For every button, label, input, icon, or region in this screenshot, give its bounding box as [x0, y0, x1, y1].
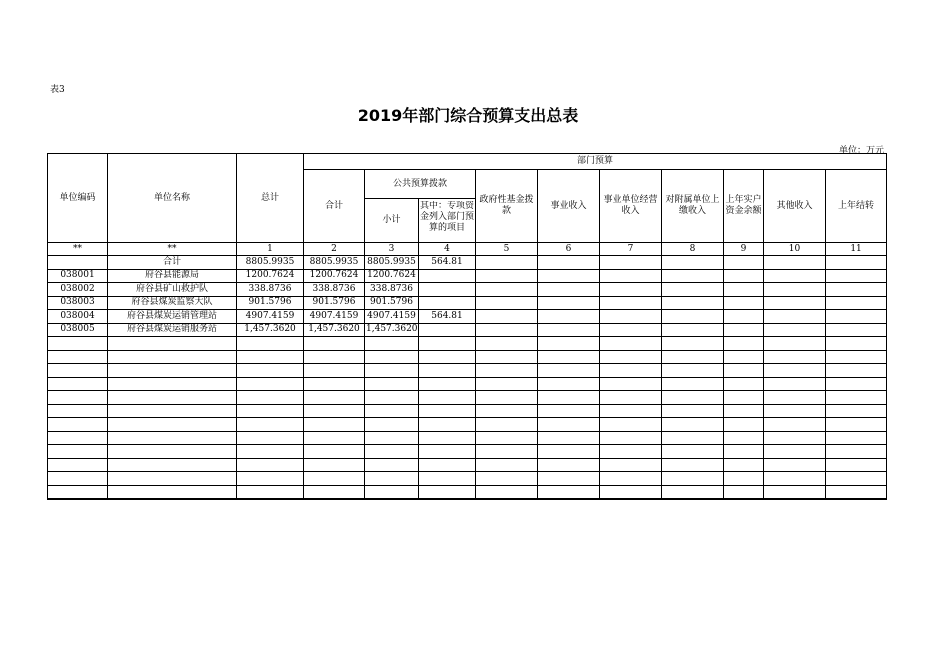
index-cell: ** — [108, 243, 237, 256]
table-cell — [538, 404, 600, 418]
table-row — [48, 296, 887, 310]
table-cell: 府谷县煤炭监察大队 — [108, 296, 237, 310]
table-cell — [419, 337, 476, 351]
table-cell — [108, 391, 237, 405]
table-cell — [724, 283, 764, 297]
table-cell — [108, 458, 237, 472]
table-cell — [538, 391, 600, 405]
table-cell — [724, 431, 764, 445]
table-row — [48, 445, 887, 459]
table-cell — [764, 296, 826, 310]
page-title: 2019年部门综合预算支出总表 — [357, 106, 579, 125]
header-total: 总计 — [237, 154, 304, 243]
table-cell — [764, 377, 826, 391]
table-cell — [826, 377, 887, 391]
table-cell: 府谷县能源局 — [108, 269, 237, 283]
table-cell — [724, 458, 764, 472]
table-cell — [304, 431, 365, 445]
table-cell — [419, 269, 476, 283]
table-cell — [826, 310, 887, 324]
table-cell — [764, 391, 826, 405]
table-cell: 4907.4159 — [365, 310, 419, 324]
table-cell — [48, 364, 108, 378]
table-cell — [108, 404, 237, 418]
index-cell: 11 — [826, 243, 887, 256]
table-cell — [600, 391, 662, 405]
table-row — [48, 269, 887, 283]
table-cell — [538, 350, 600, 364]
table-cell — [237, 377, 304, 391]
table-cell — [476, 283, 538, 297]
table-cell — [764, 418, 826, 432]
table-cell — [600, 404, 662, 418]
table-cell — [365, 364, 419, 378]
table-cell — [237, 485, 304, 499]
table-cell — [826, 256, 887, 270]
unit-label: 单位：万元 — [838, 146, 884, 156]
table-cell — [538, 458, 600, 472]
table-cell — [662, 458, 724, 472]
table-cell — [724, 391, 764, 405]
table-cell — [764, 283, 826, 297]
table-cell — [662, 431, 724, 445]
table-cell — [764, 337, 826, 351]
table-cell: 338.8736 — [304, 283, 365, 297]
table-row — [48, 458, 887, 472]
table-cell: 府谷县矿山救护队 — [108, 283, 237, 297]
table-cell — [476, 337, 538, 351]
table-cell — [600, 485, 662, 499]
table-cell — [600, 269, 662, 283]
header-subordinate-income: 对附属单位上缴收入 — [662, 170, 724, 243]
table-cell — [365, 377, 419, 391]
table-cell — [365, 418, 419, 432]
table-cell — [237, 404, 304, 418]
table-cell — [600, 323, 662, 337]
table-cell — [304, 485, 365, 499]
table-cell — [419, 391, 476, 405]
table-cell — [826, 296, 887, 310]
table-cell — [724, 472, 764, 486]
table-cell: 1,457.3620 — [304, 323, 365, 337]
table-cell — [304, 418, 365, 432]
table-cell — [108, 472, 237, 486]
header-prior-balance: 上年实户资金余额 — [724, 170, 764, 243]
table-cell — [662, 472, 724, 486]
table-cell — [600, 377, 662, 391]
table-cell — [662, 418, 724, 432]
table-cell — [826, 458, 887, 472]
table-cell — [538, 485, 600, 499]
table-cell — [662, 269, 724, 283]
table-row — [48, 391, 887, 405]
budget-table — [47, 153, 887, 500]
table-cell — [538, 472, 600, 486]
table-cell — [764, 269, 826, 283]
index-cell: 6 — [538, 243, 600, 256]
table-cell — [48, 391, 108, 405]
table-cell — [48, 418, 108, 432]
table-cell: 府谷县煤炭运销服务站 — [108, 323, 237, 337]
table-cell — [538, 323, 600, 337]
table-cell — [600, 283, 662, 297]
table-cell — [108, 350, 237, 364]
table-cell — [662, 377, 724, 391]
table-cell: 338.8736 — [237, 283, 304, 297]
table-cell — [48, 458, 108, 472]
table-cell — [419, 485, 476, 499]
table-cell — [476, 445, 538, 459]
table-cell — [419, 296, 476, 310]
table-cell: 8805.9935 — [304, 256, 365, 270]
table-cell — [108, 418, 237, 432]
table-cell — [476, 458, 538, 472]
table-cell — [48, 485, 108, 499]
header-code: 单位编码 — [48, 154, 108, 243]
table-cell — [826, 364, 887, 378]
table-cell — [108, 485, 237, 499]
table-cell — [538, 269, 600, 283]
table-cell: 901.5796 — [365, 296, 419, 310]
table-cell — [419, 445, 476, 459]
table-cell: 901.5796 — [304, 296, 365, 310]
table-cell — [538, 256, 600, 270]
table-cell — [662, 485, 724, 499]
table-cell — [600, 256, 662, 270]
table-cell: 1,457.3620 — [237, 323, 304, 337]
table-cell — [476, 256, 538, 270]
table-cell — [724, 404, 764, 418]
table-cell — [538, 283, 600, 297]
table-cell — [538, 310, 600, 324]
index-cell: ** — [48, 243, 108, 256]
table-cell — [304, 404, 365, 418]
table-cell: 1200.7624 — [237, 269, 304, 283]
table-cell — [419, 364, 476, 378]
table-cell — [365, 404, 419, 418]
table-row — [48, 256, 887, 270]
table-cell — [764, 472, 826, 486]
table-cell — [108, 445, 237, 459]
table-cell — [600, 364, 662, 378]
table-row — [48, 431, 887, 445]
table-row — [48, 310, 887, 324]
table-cell — [764, 458, 826, 472]
index-cell: 1 — [237, 243, 304, 256]
table-cell — [48, 377, 108, 391]
table-cell: 8805.9935 — [365, 256, 419, 270]
table-cell — [662, 310, 724, 324]
table-cell — [304, 337, 365, 351]
index-row — [48, 243, 887, 256]
table-cell — [600, 310, 662, 324]
table-cell — [538, 445, 600, 459]
table-cell — [365, 350, 419, 364]
table-cell — [764, 445, 826, 459]
table-row — [48, 283, 887, 297]
table-cell — [476, 350, 538, 364]
table-cell — [724, 364, 764, 378]
table-cell: 038004 — [48, 310, 108, 324]
header-special-cell — [419, 199, 476, 243]
index-cell: 2 — [304, 243, 365, 256]
table-cell — [419, 323, 476, 337]
table-cell — [237, 337, 304, 351]
table-cell — [304, 364, 365, 378]
table-cell — [724, 350, 764, 364]
table-cell: 038003 — [48, 296, 108, 310]
table-cell — [764, 310, 826, 324]
table-cell — [724, 445, 764, 459]
table-cell — [237, 418, 304, 432]
table-cell — [764, 431, 826, 445]
table-cell — [764, 323, 826, 337]
table-cell — [419, 377, 476, 391]
table-cell — [48, 256, 108, 270]
table-cell: 4907.4159 — [237, 310, 304, 324]
table-cell: 901.5796 — [237, 296, 304, 310]
table-cell: 府谷县煤炭运销管理站 — [108, 310, 237, 324]
table-row — [48, 364, 887, 378]
table-cell — [600, 431, 662, 445]
table-cell: 合计 — [108, 256, 237, 270]
table-cell — [304, 377, 365, 391]
table-cell: 038001 — [48, 269, 108, 283]
table-cell — [764, 364, 826, 378]
table-cell — [724, 269, 764, 283]
header-business-income: 事业收入 — [538, 170, 600, 243]
table-cell — [476, 485, 538, 499]
table-cell — [662, 337, 724, 351]
table-cell — [600, 458, 662, 472]
table-cell — [764, 485, 826, 499]
table-cell — [724, 485, 764, 499]
table-cell — [724, 310, 764, 324]
table-cell — [600, 418, 662, 432]
table-header — [48, 154, 887, 256]
table-cell — [600, 445, 662, 459]
table-cell — [826, 472, 887, 486]
table-cell — [600, 350, 662, 364]
header-special: 其中：专项资金列入部门预算的项目 — [420, 201, 474, 233]
table-cell — [724, 296, 764, 310]
table-cell — [538, 431, 600, 445]
table-cell: 1200.7624 — [365, 269, 419, 283]
index-cell: 9 — [724, 243, 764, 256]
table-cell — [108, 364, 237, 378]
header-operating-income: 事业单位经营收入 — [600, 170, 662, 243]
table-cell — [662, 364, 724, 378]
table-row — [48, 472, 887, 486]
table-cell — [304, 445, 365, 459]
index-cell: 8 — [662, 243, 724, 256]
table-cell — [48, 404, 108, 418]
table-cell — [365, 445, 419, 459]
table-row — [48, 323, 887, 337]
table-cell — [237, 431, 304, 445]
table-cell — [419, 283, 476, 297]
table-cell — [304, 391, 365, 405]
table-cell — [48, 445, 108, 459]
table-cell — [365, 472, 419, 486]
table-body — [48, 256, 887, 500]
table-cell — [476, 323, 538, 337]
table-cell — [476, 310, 538, 324]
table-cell — [826, 269, 887, 283]
table-cell — [365, 431, 419, 445]
table-cell: 564.81 — [419, 256, 476, 270]
index-cell: 4 — [419, 243, 476, 256]
table-cell — [764, 256, 826, 270]
table-cell — [108, 377, 237, 391]
table-cell — [826, 418, 887, 432]
table-cell — [476, 472, 538, 486]
table-cell — [662, 404, 724, 418]
table-cell: 4907.4159 — [304, 310, 365, 324]
table-cell — [365, 485, 419, 499]
table-cell: 038005 — [48, 323, 108, 337]
table-cell — [764, 404, 826, 418]
table-row — [48, 404, 887, 418]
table-cell — [662, 283, 724, 297]
table-row — [48, 418, 887, 432]
table-cell — [476, 269, 538, 283]
table-cell — [365, 337, 419, 351]
table-cell — [48, 350, 108, 364]
index-cell: 7 — [600, 243, 662, 256]
sheet-label: 表3 — [50, 85, 65, 95]
table-cell — [108, 431, 237, 445]
table-cell — [419, 458, 476, 472]
table-cell — [476, 418, 538, 432]
table-cell — [724, 418, 764, 432]
table-cell: 8805.9935 — [237, 256, 304, 270]
index-cell: 3 — [365, 243, 419, 256]
table-cell — [826, 445, 887, 459]
table-row — [48, 350, 887, 364]
table-row — [48, 377, 887, 391]
table-cell — [476, 431, 538, 445]
header-carryover: 上年结转 — [826, 170, 887, 243]
index-cell: 5 — [476, 243, 538, 256]
table-cell — [724, 377, 764, 391]
table-cell — [724, 256, 764, 270]
table-cell — [724, 323, 764, 337]
table-cell — [237, 364, 304, 378]
table-cell — [826, 391, 887, 405]
table-cell: 564.81 — [419, 310, 476, 324]
table-cell — [419, 431, 476, 445]
table-cell — [304, 350, 365, 364]
table-cell — [826, 350, 887, 364]
table-cell — [662, 256, 724, 270]
header-dept-budget: 部门预算 — [304, 154, 887, 170]
table-cell — [662, 391, 724, 405]
table-cell — [48, 472, 108, 486]
table-cell — [826, 431, 887, 445]
header-sum: 合计 — [304, 170, 365, 243]
table-cell — [48, 337, 108, 351]
table-cell — [600, 472, 662, 486]
table-cell — [724, 337, 764, 351]
table-cell — [826, 323, 887, 337]
table-cell — [826, 485, 887, 499]
table-cell — [304, 458, 365, 472]
table-cell — [662, 350, 724, 364]
table-cell — [476, 364, 538, 378]
table-row — [48, 337, 887, 351]
table-cell — [662, 296, 724, 310]
table-cell: 1200.7624 — [304, 269, 365, 283]
table-cell — [419, 350, 476, 364]
table-cell — [419, 418, 476, 432]
table-cell — [237, 472, 304, 486]
table-cell — [764, 350, 826, 364]
table-cell — [476, 391, 538, 405]
table-cell — [538, 418, 600, 432]
table-cell — [600, 337, 662, 351]
table-cell: 038002 — [48, 283, 108, 297]
table-cell — [476, 377, 538, 391]
header-public-budget: 公共预算拨款 — [365, 170, 476, 199]
table-cell — [826, 404, 887, 418]
header-name: 单位名称 — [108, 154, 237, 243]
table-cell: 338.8736 — [365, 283, 419, 297]
table-cell — [476, 404, 538, 418]
table-cell — [237, 458, 304, 472]
table-cell — [304, 472, 365, 486]
table-cell — [600, 296, 662, 310]
table-cell — [662, 445, 724, 459]
table-cell — [538, 364, 600, 378]
table-cell — [419, 472, 476, 486]
table-cell — [365, 458, 419, 472]
table-cell — [538, 337, 600, 351]
table-row — [48, 485, 887, 499]
table-cell — [48, 431, 108, 445]
table-cell — [476, 296, 538, 310]
header-other-income: 其他收入 — [764, 170, 826, 243]
table-cell: 1,457.3620 — [365, 323, 419, 337]
header-gov-fund: 政府性基金拨款 — [476, 170, 538, 243]
table-cell — [826, 337, 887, 351]
header-subtotal: 小计 — [365, 199, 419, 243]
table-cell — [108, 337, 237, 351]
table-cell — [538, 377, 600, 391]
table-cell — [538, 296, 600, 310]
table-cell — [826, 283, 887, 297]
table-cell — [237, 391, 304, 405]
table-cell — [662, 323, 724, 337]
index-cell: 10 — [764, 243, 826, 256]
table-cell — [237, 350, 304, 364]
table-cell — [419, 404, 476, 418]
table-cell — [365, 391, 419, 405]
table-cell — [237, 445, 304, 459]
